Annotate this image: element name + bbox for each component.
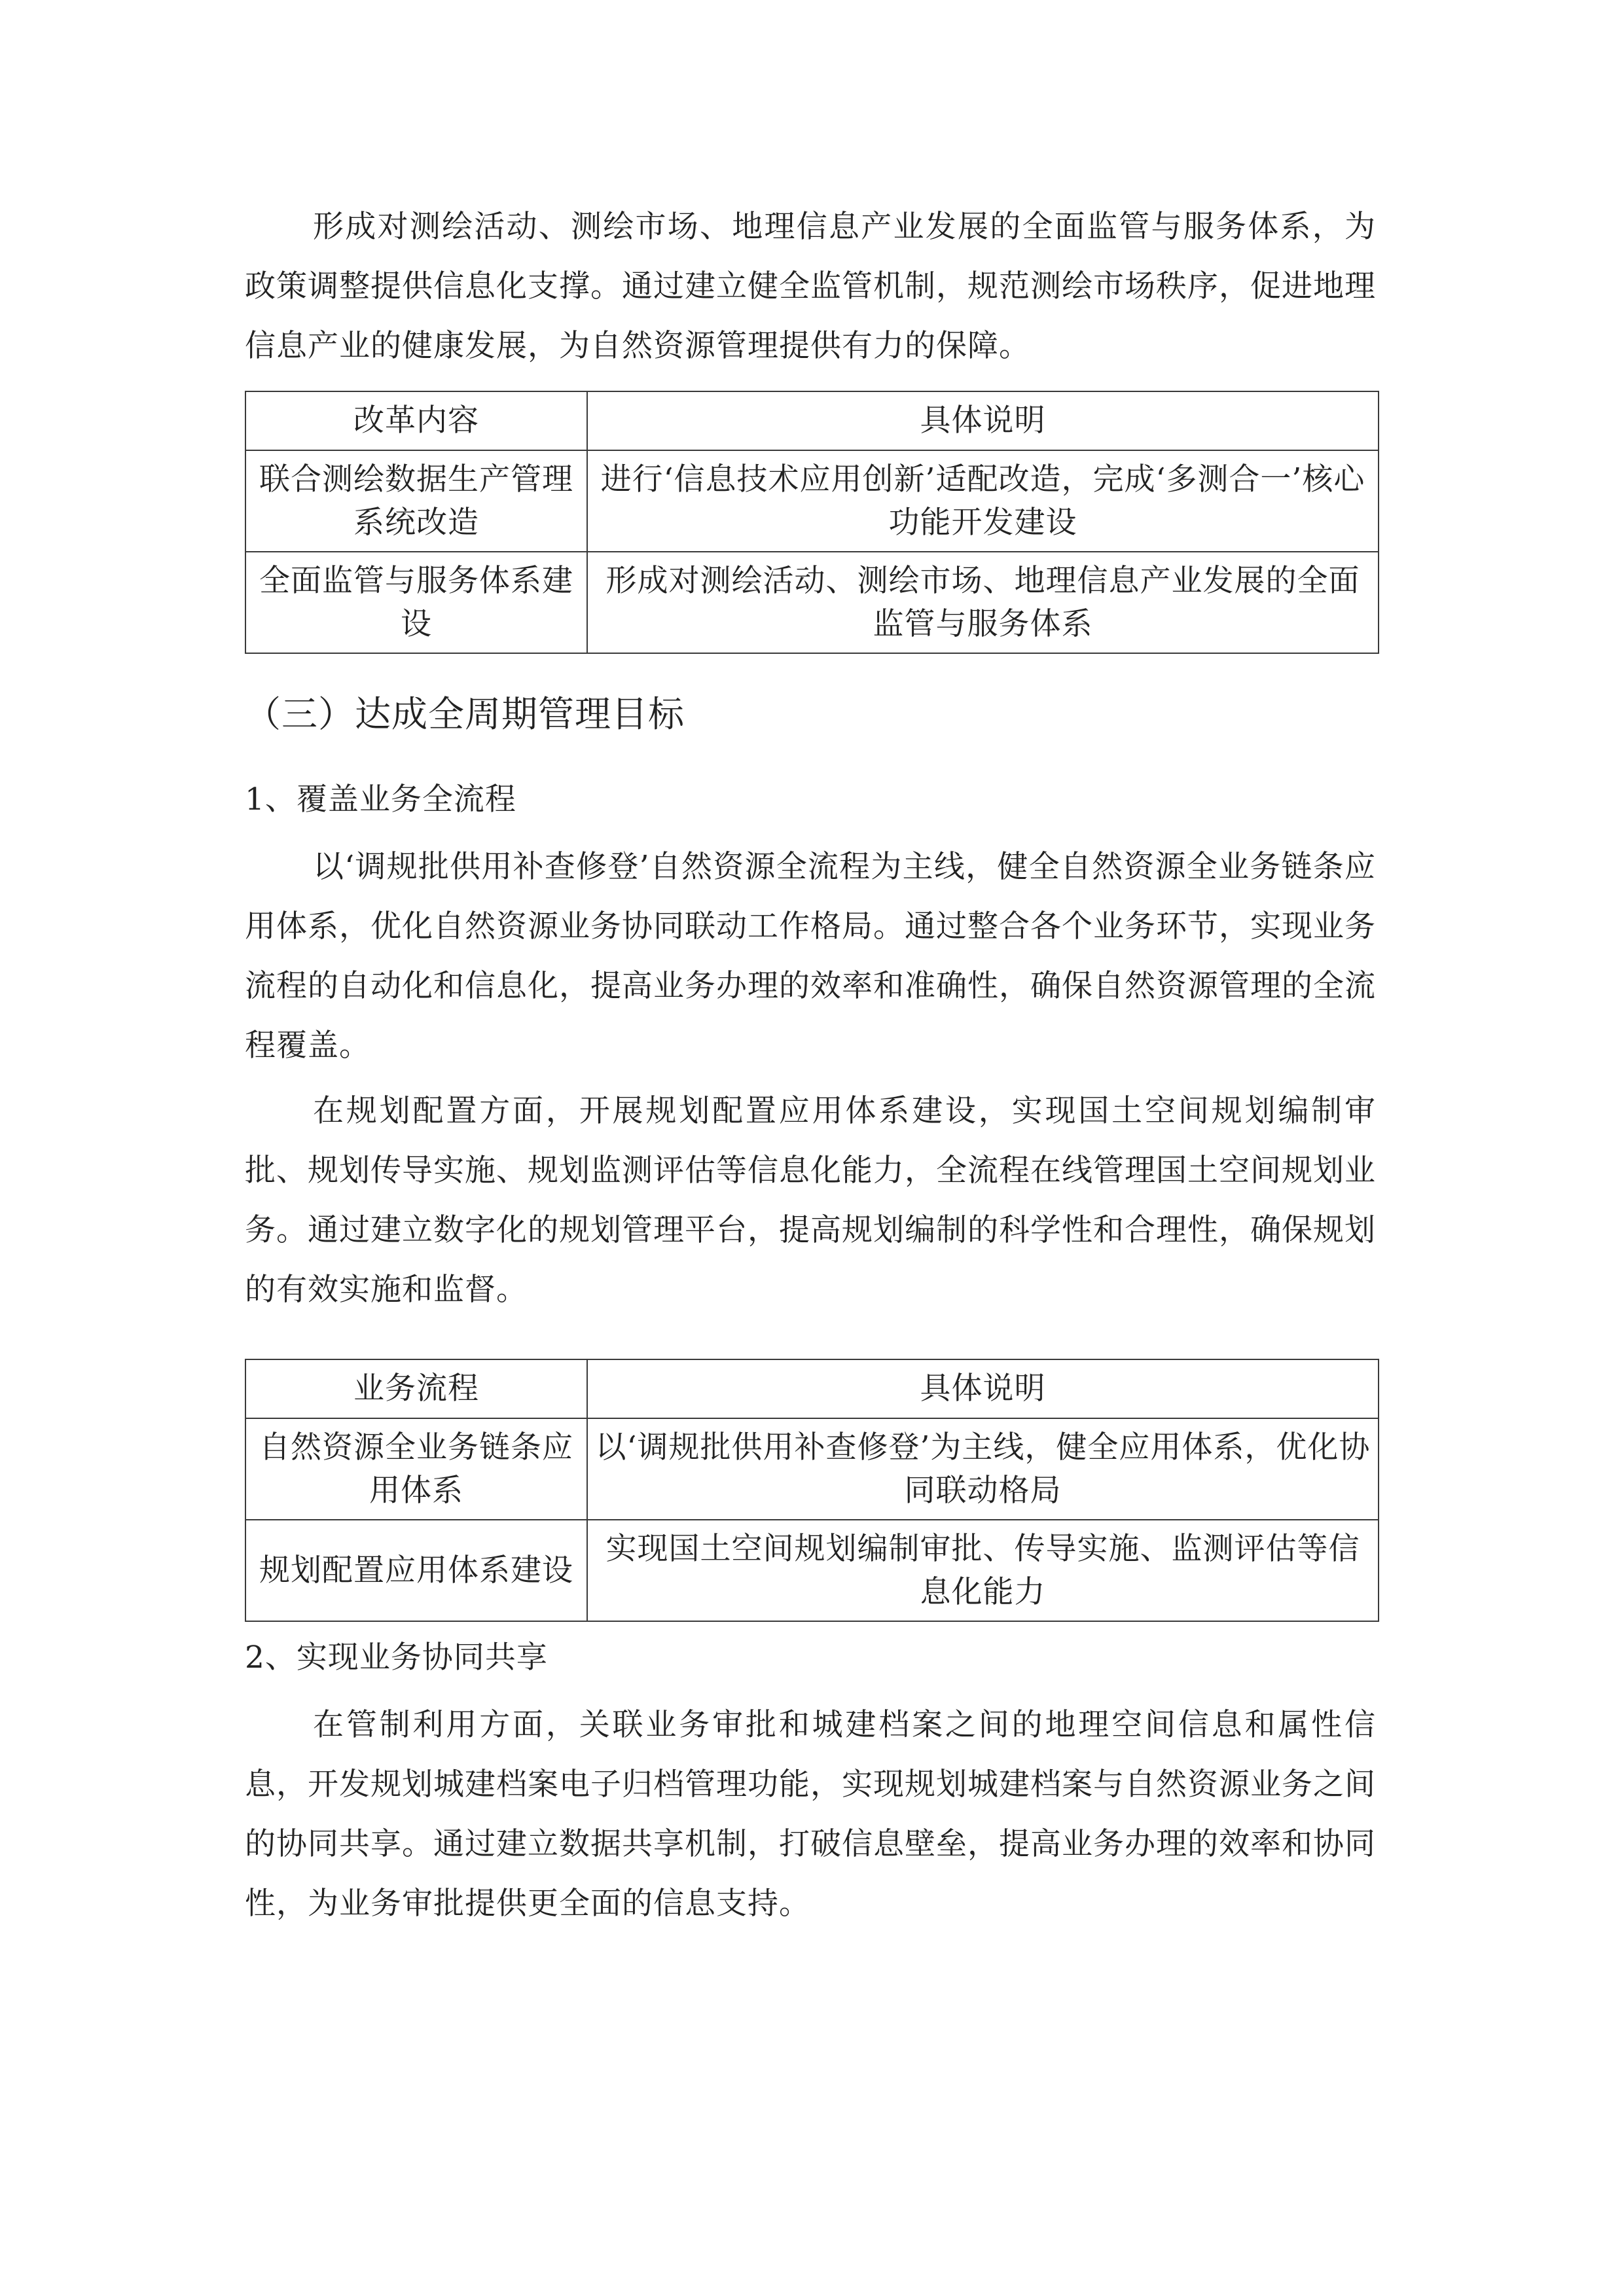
- table-header-row: [245, 1359, 1379, 1418]
- table-cell: 实现国土空间规划编制审批、传导实施、监测评估等信息化能力: [587, 1520, 1379, 1621]
- table-row: [245, 1418, 1379, 1520]
- body-paragraph: 以‘调规批供用补查修登’自然资源全流程为主线，健全自然资源全业务链条应用体系，优化自然资源业务协同联动工作格局。通过整合各个业务环节，实现业务流程的自动化和信息化，提高业务办理的效率和准确性，确保自然资源管理的全流程覆盖。: [245, 849, 1376, 1064]
- reform-content-table: [245, 391, 1379, 654]
- table-cell: 形成对测绘活动、测绘市场、地理信息产业发展的全面监管与服务体系: [587, 552, 1379, 653]
- business-process-table: [245, 1359, 1379, 1622]
- table-header-cell: 具体说明: [587, 1359, 1379, 1418]
- body-paragraph: 在管制利用方面，关联业务审批和城建档案之间的地理空间信息和属性信息，开发规划城建档案电子归档管理功能，实现规划城建档案与自然资源业务之间的协同共享。通过建立数据共享机制，打破信息壁垒，提高业务办理的效率和协同性，为业务审批提供更全面的信息支持。: [245, 1707, 1376, 1922]
- table-header-cell: 改革内容: [245, 391, 587, 450]
- subsection-heading-1: 1、覆盖业务全流程: [245, 781, 516, 817]
- table-header-cell: 业务流程: [245, 1359, 587, 1418]
- body-paragraph: 在规划配置方面，开展规划配置应用体系建设，实现国土空间规划编制审批、规划传导实施、规划监测评估等信息化能力，全流程在线管理国土空间规划业务。通过建立数字化的规划管理平台，提高规划编制的科学性和合理性，确保规划的有效实施和监督。: [245, 1093, 1376, 1308]
- table-header-row: [245, 391, 1379, 450]
- table-row: [245, 1520, 1379, 1621]
- intro-paragraph: 形成对测绘活动、测绘市场、地理信息产业发展的全面监管与服务体系，为政策调整提供信息化支撑。通过建立健全监管机制，规范测绘市场秩序，促进地理信息产业的健康发展，为自然资源管理提供有力的保障。: [245, 209, 1376, 364]
- table-cell: 自然资源全业务链条应用体系: [245, 1418, 587, 1520]
- subsection-heading-2: 2、实现业务协同共享: [245, 1640, 548, 1676]
- table-row: [245, 552, 1379, 653]
- section-heading: （三）达成全周期管理目标: [245, 693, 685, 735]
- table-row: [245, 450, 1379, 552]
- table-cell: 全面监管与服务体系建设: [245, 552, 587, 653]
- table-cell: 联合测绘数据生产管理系统改造: [245, 450, 587, 552]
- table-cell: 以‘调规批供用补查修登’为主线，健全应用体系，优化协同联动格局: [587, 1418, 1379, 1520]
- table-cell: 进行‘信息技术应用创新’适配改造，完成‘多测合一’核心功能开发建设: [587, 450, 1379, 552]
- table-cell: 规划配置应用体系建设: [245, 1520, 587, 1621]
- table-header-cell: 具体说明: [587, 391, 1379, 450]
